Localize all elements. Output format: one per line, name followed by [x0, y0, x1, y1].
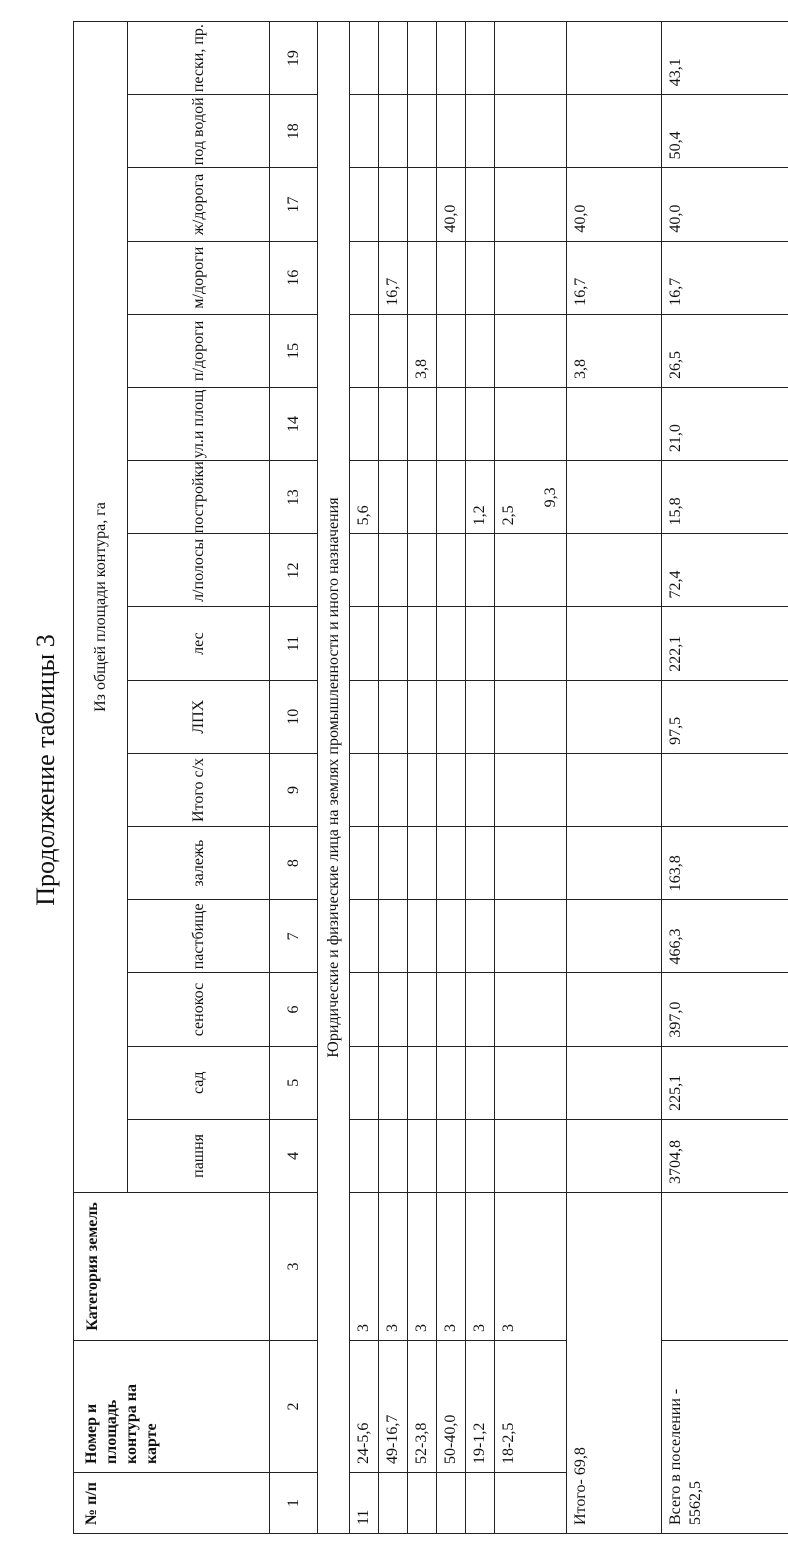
zh-doroga-cell — [495, 168, 567, 241]
col-number: 3 — [270, 1193, 318, 1341]
vsego-pashnya: 3704,8 — [662, 1119, 788, 1192]
header-col-1: № п/п — [74, 1473, 270, 1534]
table-row — [495, 22, 567, 1534]
vsego-label: Всего в поселении - 5562,5 — [662, 1341, 788, 1534]
col-number: 14 — [270, 387, 318, 460]
row-index — [495, 1473, 567, 1534]
col-number: 6 — [270, 973, 318, 1046]
zh-doroga-cell — [408, 168, 437, 241]
contour-cell: 49-16,7 — [379, 1341, 408, 1473]
col-number: 4 — [270, 1119, 318, 1192]
header-col-2: Номер и площадь контура на карте — [74, 1341, 270, 1473]
table-caption: Продолжение таблицы 3 — [31, 634, 60, 906]
header-pashnya: пашня — [128, 1119, 270, 1192]
category-cell: 3 — [437, 1193, 466, 1341]
zh-doroga-cell — [466, 168, 495, 241]
itogo-zh-doroga: 40,0 — [567, 168, 662, 241]
col-number: 19 — [270, 22, 318, 95]
zh-doroga-cell: 40,0 — [437, 168, 466, 241]
header-lph: ЛПХ — [128, 680, 270, 753]
table-row — [437, 22, 466, 1534]
header-ul-plosch: ул.и площ — [128, 387, 270, 460]
table-row — [350, 22, 379, 1534]
col-number: 15 — [270, 314, 318, 387]
col-number: 12 — [270, 534, 318, 607]
p-dorogi-cell — [379, 314, 408, 387]
itogo-label: Итого- 69,8 — [567, 1193, 662, 1534]
postroyki-cell: 1,2 — [466, 461, 495, 534]
header-itogo-sx: Итого с/х — [128, 753, 270, 826]
p-dorogi-cell: 3,8 — [408, 314, 437, 387]
header-col-3: Категория земель — [74, 1193, 270, 1341]
col-number: 11 — [270, 607, 318, 680]
row-index: 11 — [350, 1473, 379, 1534]
postroyki-cell — [379, 461, 408, 534]
postroyki-cell — [495, 461, 567, 534]
category-cell: 3 — [408, 1193, 437, 1341]
section-title: Юридические и физические лица на землях промышленности и иного назначения — [318, 22, 350, 1534]
vsego-row — [662, 22, 788, 1534]
postroyki-cell — [437, 461, 466, 534]
header-m-dorogi: м/дороги — [128, 241, 270, 314]
contour-cell: 50-40,0 — [437, 1341, 466, 1473]
header-pod-vodoy: под водой — [128, 95, 270, 168]
contour-cell: 19-1,2 — [466, 1341, 495, 1473]
vsego-ul-plosch: 21,0 — [662, 387, 788, 460]
header-p-dorogi: п/дороги — [128, 314, 270, 387]
category-cell: 3 — [495, 1193, 567, 1341]
postroyki-cell: 5,6 — [350, 461, 379, 534]
zh-doroga-cell — [379, 168, 408, 241]
header-pastbische: пастбище — [128, 900, 270, 973]
table-row — [466, 22, 495, 1534]
p-dorogi-cell — [437, 314, 466, 387]
vsego-lpolosy: 72,4 — [662, 534, 788, 607]
col-number: 18 — [270, 95, 318, 168]
rotated-table-sheet — [73, 22, 787, 1534]
vsego-peski: 43,1 — [662, 22, 788, 95]
postroyki-cell — [408, 461, 437, 534]
row-index — [437, 1473, 466, 1534]
vsego-zalezh: 163,8 — [662, 827, 788, 900]
p-dorogi-cell — [495, 314, 567, 387]
col-number: 10 — [270, 680, 318, 753]
land-use-table — [73, 21, 788, 1534]
p-dorogi-cell — [466, 314, 495, 387]
header-senokos: сенокос — [128, 973, 270, 1046]
header-peski: пески, пр. — [128, 22, 270, 95]
col-number: 2 — [270, 1341, 318, 1473]
row-index — [466, 1473, 495, 1534]
vsego-sad: 225,1 — [662, 1046, 788, 1119]
vsego-lph: 97,5 — [662, 680, 788, 753]
table-row — [379, 22, 408, 1534]
header-zalezh: залежь — [128, 827, 270, 900]
m-dorogi-cell — [495, 241, 567, 314]
table-row — [408, 22, 437, 1534]
vsego-itogo-sx — [662, 753, 788, 826]
zh-doroga-cell — [350, 168, 379, 241]
m-dorogi-cell — [466, 241, 495, 314]
vsego-pastbische: 466,3 — [662, 900, 788, 973]
category-cell: 3 — [466, 1193, 495, 1341]
m-dorogi-cell: 16,7 — [379, 241, 408, 314]
header-postroyki: постройки — [128, 461, 270, 534]
m-dorogi-cell — [437, 241, 466, 314]
vsego-p-dorogi: 26,5 — [662, 314, 788, 387]
col-number: 9 — [270, 753, 318, 826]
header-zh-doroga: ж/дорога — [128, 168, 270, 241]
contour-cell: 24-5,6 — [350, 1341, 379, 1473]
itogo-m-dorogi: 16,7 — [567, 241, 662, 314]
column-number-row — [270, 22, 318, 1534]
header-lpolosy: л/полосы — [128, 534, 270, 607]
vsego-zh-doroga: 40,0 — [662, 168, 788, 241]
col-number: 5 — [270, 1046, 318, 1119]
category-cell: 3 — [350, 1193, 379, 1341]
header-group: Из общей площади контура, га — [74, 22, 128, 1193]
row-index — [408, 1473, 437, 1534]
col-number: 8 — [270, 827, 318, 900]
itogo-p-dorogi: 3,8 — [567, 314, 662, 387]
col-number: 16 — [270, 241, 318, 314]
header-sad: сад — [128, 1046, 270, 1119]
contour-cell: 52-3,8 — [408, 1341, 437, 1473]
col-number: 13 — [270, 461, 318, 534]
col-number: 17 — [270, 168, 318, 241]
vsego-les: 222,1 — [662, 607, 788, 680]
category-cell: 3 — [379, 1193, 408, 1341]
vsego-pod-vodoy: 50,4 — [662, 95, 788, 168]
col-number: 1 — [270, 1473, 318, 1534]
itogo-row — [567, 22, 662, 1534]
postroyki-value: 2,5 — [500, 505, 517, 526]
header-les: лес — [128, 607, 270, 680]
col-number: 7 — [270, 900, 318, 973]
contour-cell: 18-2,5 — [495, 1341, 567, 1473]
m-dorogi-cell — [408, 241, 437, 314]
row-index — [379, 1473, 408, 1534]
vsego-postroyki: 15,8 — [662, 461, 788, 534]
p-dorogi-cell — [350, 314, 379, 387]
postroyki-subtotal: 9,3 — [542, 487, 559, 508]
vsego-senokos: 397,0 — [662, 973, 788, 1046]
vsego-m-dorogi: 16,7 — [662, 241, 788, 314]
m-dorogi-cell — [350, 241, 379, 314]
